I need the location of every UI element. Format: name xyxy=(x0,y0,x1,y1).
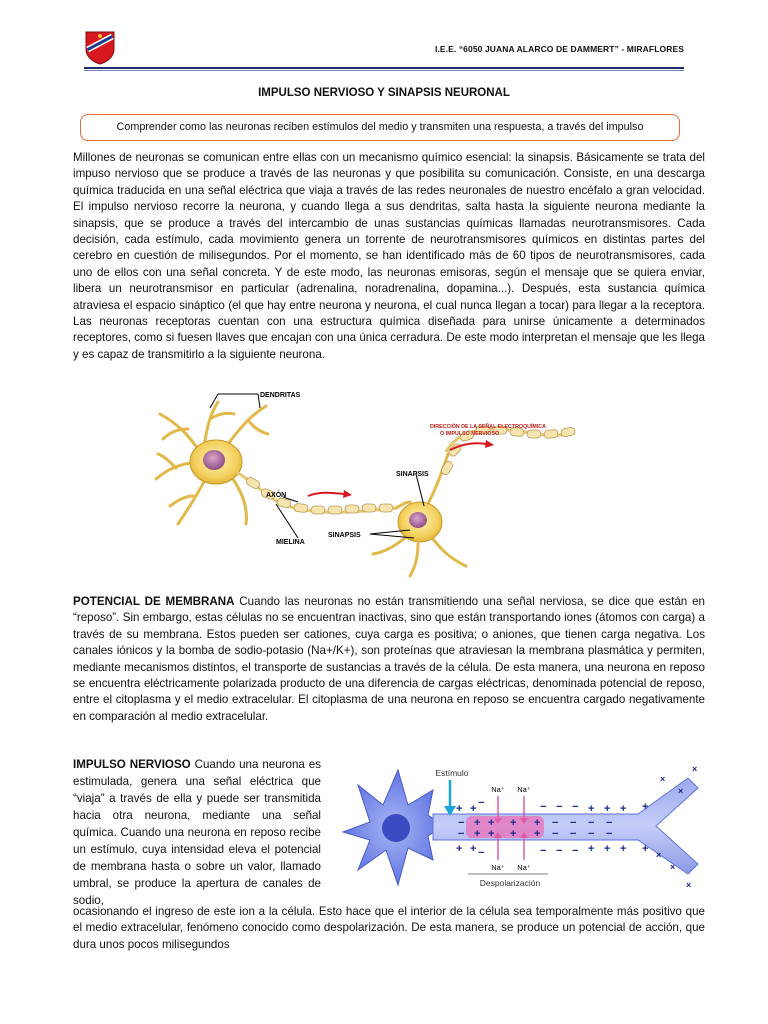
svg-text:−: − xyxy=(552,828,559,840)
nerve-impulse-text: Cuando una neurona es estimulada, genera una señal eléctrica que “viaja” a través de ella y puede ser transmitida hacia otra neurona, mediante una señal química. Cuando una neurona en reposo recibe un estímulo, cuya intensidad eleva el potencial de membrana hasta o sobre un valor, llamado umbral, se produce la apertura de canales de sodio, xyxy=(73,758,321,907)
label-dendritas: DENDRITAS xyxy=(260,392,301,399)
svg-text:+: + xyxy=(474,828,481,840)
svg-text:−: − xyxy=(478,797,485,809)
svg-text:+: + xyxy=(588,843,595,855)
svg-text:−: − xyxy=(606,828,613,840)
label-na-top-1: Na⁺ xyxy=(491,785,505,794)
svg-text:+: + xyxy=(642,801,649,813)
label-sinapsis-top: SINAPSIS xyxy=(396,471,429,478)
svg-text:×: × xyxy=(678,786,684,796)
svg-text:+: + xyxy=(604,803,611,815)
svg-text:−: − xyxy=(556,845,563,857)
svg-text:×: × xyxy=(656,850,662,860)
svg-text:−: − xyxy=(552,817,559,829)
svg-text:+: + xyxy=(604,843,611,855)
membrane-potential-paragraph xyxy=(73,594,705,725)
label-estimulo: Estímulo xyxy=(435,768,469,778)
svg-text:+: + xyxy=(456,843,463,855)
svg-text:×: × xyxy=(670,862,676,872)
svg-text:+: + xyxy=(470,843,477,855)
svg-text:+: + xyxy=(488,817,495,829)
svg-text:−: − xyxy=(572,845,579,857)
label-mielina: MIELINA xyxy=(276,539,305,546)
direction-arrow-1 xyxy=(308,493,344,496)
school-logo xyxy=(83,29,117,65)
label-sinapsis-bottom: SINAPSIS xyxy=(328,532,361,539)
depolarization-diagram xyxy=(338,760,714,905)
svg-text:−: − xyxy=(540,845,547,857)
svg-text:−: − xyxy=(572,801,579,813)
svg-text:−: − xyxy=(540,801,547,813)
svg-text:−: − xyxy=(458,817,465,829)
svg-text:+: + xyxy=(470,803,477,815)
svg-text:+: + xyxy=(534,828,541,840)
label-despolarizacion: Despolarización xyxy=(479,878,541,888)
header-rule xyxy=(84,67,684,69)
nerve-impulse-heading: IMPULSO NERVIOSO xyxy=(73,758,191,771)
svg-text:+: + xyxy=(510,817,517,829)
svg-text:−: − xyxy=(588,828,595,840)
svg-text:−: − xyxy=(588,817,595,829)
membrane-potential-text: Cuando las neuronas no están transmitiendo una señal nerviosa, se dice que están en “reposo”. Sin embargo, estas células no se encuentran inactivas, sino que están transportando iones (átomos con carga) a través de su membrana. Estos pueden ser cationes, cuya carga es positiva; o aniones, que tienen carga negativa. Los canales iónicos y la bomba de sodio-potasio (Na+/K+), son proteínas que atraviesan la membrana plasmática y permiten, mediante mecanismos distintos, el transporte de sustancias a través de la célula. De esta manera, una neurona en reposo se encuentra eléctricamente polarizada producto de una diferencia de cargas eléctricas, denominada potencial de reposo, entre el citoplasma y el medio extracelular. El citoplasma de una neurona en reposo se encuentra cargado negativamente en comparación al medio extracelular. xyxy=(73,595,705,723)
membrane-potential-heading: POTENCIAL DE MEMBRANA xyxy=(73,595,235,608)
svg-text:−: − xyxy=(570,828,577,840)
svg-text:+: + xyxy=(488,828,495,840)
svg-text:−: − xyxy=(570,817,577,829)
label-axon: AXÓN xyxy=(266,492,287,499)
svg-text:+: + xyxy=(456,803,463,815)
svg-text:+: + xyxy=(510,828,517,840)
svg-text:+: + xyxy=(620,843,627,855)
nerve-impulse-paragraph xyxy=(73,756,321,909)
svg-text:−: − xyxy=(556,801,563,813)
svg-text:+: + xyxy=(620,803,627,815)
svg-text:+: + xyxy=(534,817,541,829)
svg-text:+: + xyxy=(474,817,481,829)
svg-text:×: × xyxy=(660,774,666,784)
svg-text:−: − xyxy=(478,847,485,859)
label-na-top-2: Na⁺ xyxy=(517,785,531,794)
neuron-synapse-diagram xyxy=(148,384,596,584)
svg-text:−: − xyxy=(606,817,613,829)
school-name: I.E.E. “6050 JUANA ALARCO DE DAMMERT” - MIRAFLORES xyxy=(434,44,684,54)
objective-box: Comprender como las neuronas reciben estímulos del medio y transmiten una respuesta, a través del impulso xyxy=(80,114,680,141)
label-direccion-1: DIRECCIÓN DE LA SEÑAL ELECTROQUÍMICA xyxy=(430,424,546,430)
intro-paragraph: Millones de neuronas se comunican entre ellas con un mecanismo químico esencial: la sinapsis. Básicamente se trata del impuso nervioso que se produce a través de las neuronas y que posibilita su comunicación. Consiste, en una descarga química traducida en una señal eléctrica que viaja a través de las redes neuronales de nuestro encéfalo a gran velocidad. El impulso nervioso recorre la neurona, y cuando llega a sus dendritas, salta hasta la siguiente neurona mediante la sinapsis, que se produce a través del intercambio de unas sustancias químicas llamadas neurotransmisores. Cada decisión, cada estímulo, cada movimiento genera un torrente de neurotransmisores químicos en distintas partes del cerebro en cuestión de milisegundos. Por el momento, se han identificado más de 60 tipos de neurotransmisores, cada uno de ellos con una señal concreta. Y de este modo, las neuronas emisoras, según el mensaje que se quiera enviar, libera un neurotransmisor en particular (adrenalina, noradrenalina, dopamina...). Después, esta sustancia química atraviesa el espacio sináptico (el que hay entre neurona y neurona, el cual nunca llegan a tocar) para llegar a la receptora. Las neuronas receptoras cuentan con una estructura química diseñada para unirse únicamente a determinados receptores, como si fuesen llaves que encajan con una única cerradura. De este modo interpretan el mensaje que les llega y es capaz de transmitirlo a la siguiente neurona. xyxy=(73,151,705,361)
label-direccion-2: O IMPULSO NERVIOSO xyxy=(440,431,500,437)
svg-text:×: × xyxy=(692,764,698,774)
label-na-bottom-2: Na⁺ xyxy=(517,863,531,872)
label-na-bottom-1: Na⁺ xyxy=(491,863,505,872)
svg-text:+: + xyxy=(588,803,595,815)
svg-text:−: − xyxy=(458,828,465,840)
svg-text:×: × xyxy=(686,880,692,890)
header-rule-thin xyxy=(84,70,684,71)
nerve-impulse-continuation: ocasionando el ingreso de este ion a la célula. Esto hace que el interior de la célula sea temporalmente más positivo que el medio extracelular, fenómeno conocido como despolarización. De esta manera, se produce un potencial de acción, que dura unos pocos milisegundos xyxy=(73,905,705,951)
svg-text:+: + xyxy=(642,843,649,855)
page-title: IMPULSO NERVIOSO Y SINAPSIS NEURONAL xyxy=(258,87,510,99)
